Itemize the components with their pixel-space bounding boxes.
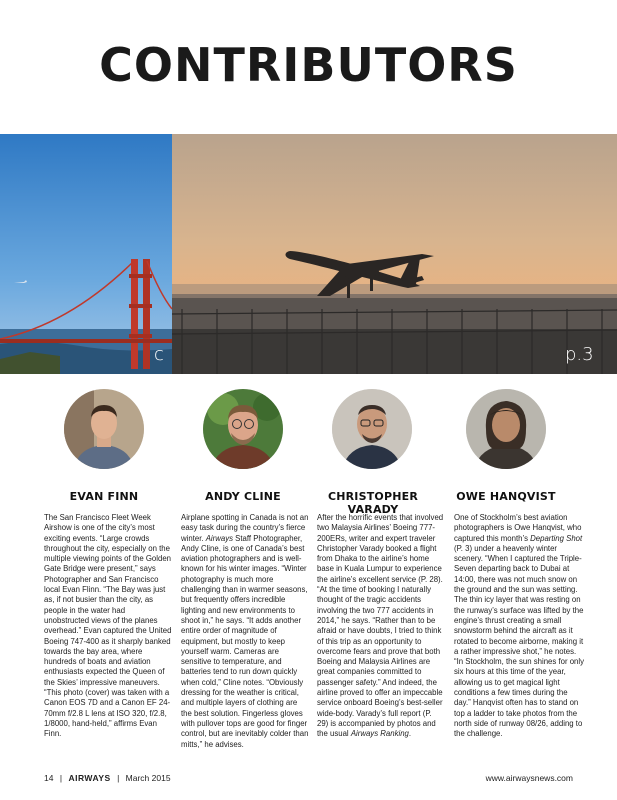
bio-text: One of Stockholm’s best aviation photographers is Owe Hanqvist, who captured this month’s Departing Shot (P. 3) under a heavenly winter scenery. “When I captured the Triple-Seven departing back to Dubai at 14:00, there was not much snow on the ground and the sun was setting. The thin icy layer that was resting on the runway’s surface was lifted by the engine’s thrust creating a small snowstorm behind the aircraft as it rotated to become airborne, making it a rather impressive shot,” he notes. “In Stockholm, the sun shines for only six hours at this time of the year, allowing us to get magical light conditions a few times during the day.” Hanqvist often has to stand on top a ladder to take photos from the north side of runway 08/26, adding to the challenge.	[454, 513, 585, 739]
departing-plane-photo	[172, 134, 617, 374]
contributor-name-3: CHRISTOPHER VARADY	[327, 490, 419, 516]
footer-separator-2: |	[117, 773, 120, 783]
avatar-christopher-varady	[332, 389, 412, 469]
contributor-name-2: ANDY CLINE	[205, 490, 281, 503]
magazine-name: AIRWAYS	[68, 773, 111, 783]
photo-credit-left: c	[154, 344, 164, 365]
contributor-name-4: OWE HANQVIST	[456, 490, 556, 503]
page-number: 14	[44, 773, 54, 783]
photo-credit-right: p.3	[565, 344, 594, 365]
avatar-owe-hanqvist	[466, 389, 546, 469]
avatar-andy-cline	[203, 389, 283, 469]
bio-text: After the horrific events that involved two Malaysia Airlines’ Boeing 777-200ERs, writer and expert traveler Christopher Varady booked a flight from Dhaka to the airline’s home base in Kuala Lumpur to experience the airline’s excellent service (P. 28). “At the time of booking I naturally thought of the tragic accidents involving the two 777 accidents in 2014,” he says. “Rather than to be afraid or have doubts, I tried to think of this trip as an opportunity to overcome fears and prove that both Boeing and Malaysia Airlines are great companies committed to passenger safety.” And indeed, the airline proved to offer an impeccable service onboard Boeing’s best-seller wide-body. Varady’s full report (P. 29) is accompanied by photos and the usual Airways Ranking.	[317, 513, 444, 739]
footer-separator: |	[59, 773, 63, 783]
avatar-evan-finn	[64, 389, 144, 469]
header-photos	[0, 134, 617, 374]
bio-text: Airplane spotting in Canada is not an easy task during the country’s fierce winter. Airways Staff Photographer, Andy Cline, is one of Canada’s best aviation photographers and is well-known for his winter images. “Winter photography is much more challenging than in warmer seasons, but frequently offers incredible lighting and new environments to shoot in,” he says. “It adds another entire order of magnitude of equipment, but mostly to keep yourself warm. Cameras are sensitive to temperature, and batteries tend to run down quickly when cold,” Cline notes. “Obviously dressing for the weather is critical, and multiple layers of clothing are the best solution. Fingerless gloves with pullover tops are good for finger control, but are inevitably colder than mitts,” he advises.	[181, 513, 309, 749]
page-title: CONTRIBUTORS	[99, 38, 518, 92]
issue-date: March 2015	[125, 773, 171, 783]
footer-website[interactable]: www.airwaysnews.com	[485, 773, 573, 783]
golden-gate-photo	[0, 134, 172, 374]
contributor-bio-3	[317, 513, 445, 740]
bio-text: The San Francisco Fleet Week Airshow is one of the city’s most exciting events. “Large crowds throughout the city, especially on the multiple viewing points of the Golden Gate Bridge were present,” says Photographer and San Francisco local Evan Flinn. “The Bay was just as, if not busier than the city, as people in the water had unobstructed views of the planes overhead.” Evan captured the United Boeing 747-400 as it sharply banked towards the bay area, where hundreds of boats and aviation enthusiasts expected the Queen of the Skies’ impressive maneuvers. “This photo (cover) was taken with a Canon EOS 7D and a Canon EF 24-70mm f/2.8 L lens at ISO 320, f/2.8, 1/8000, hand-held,” affirms Evan Finn.	[44, 513, 172, 739]
contributor-bio-2	[181, 513, 309, 750]
contributor-name-1: EVAN FINN	[69, 490, 139, 503]
contributor-bio-4	[454, 513, 584, 740]
footer-left	[44, 773, 171, 783]
contributor-bio-1	[44, 513, 172, 740]
